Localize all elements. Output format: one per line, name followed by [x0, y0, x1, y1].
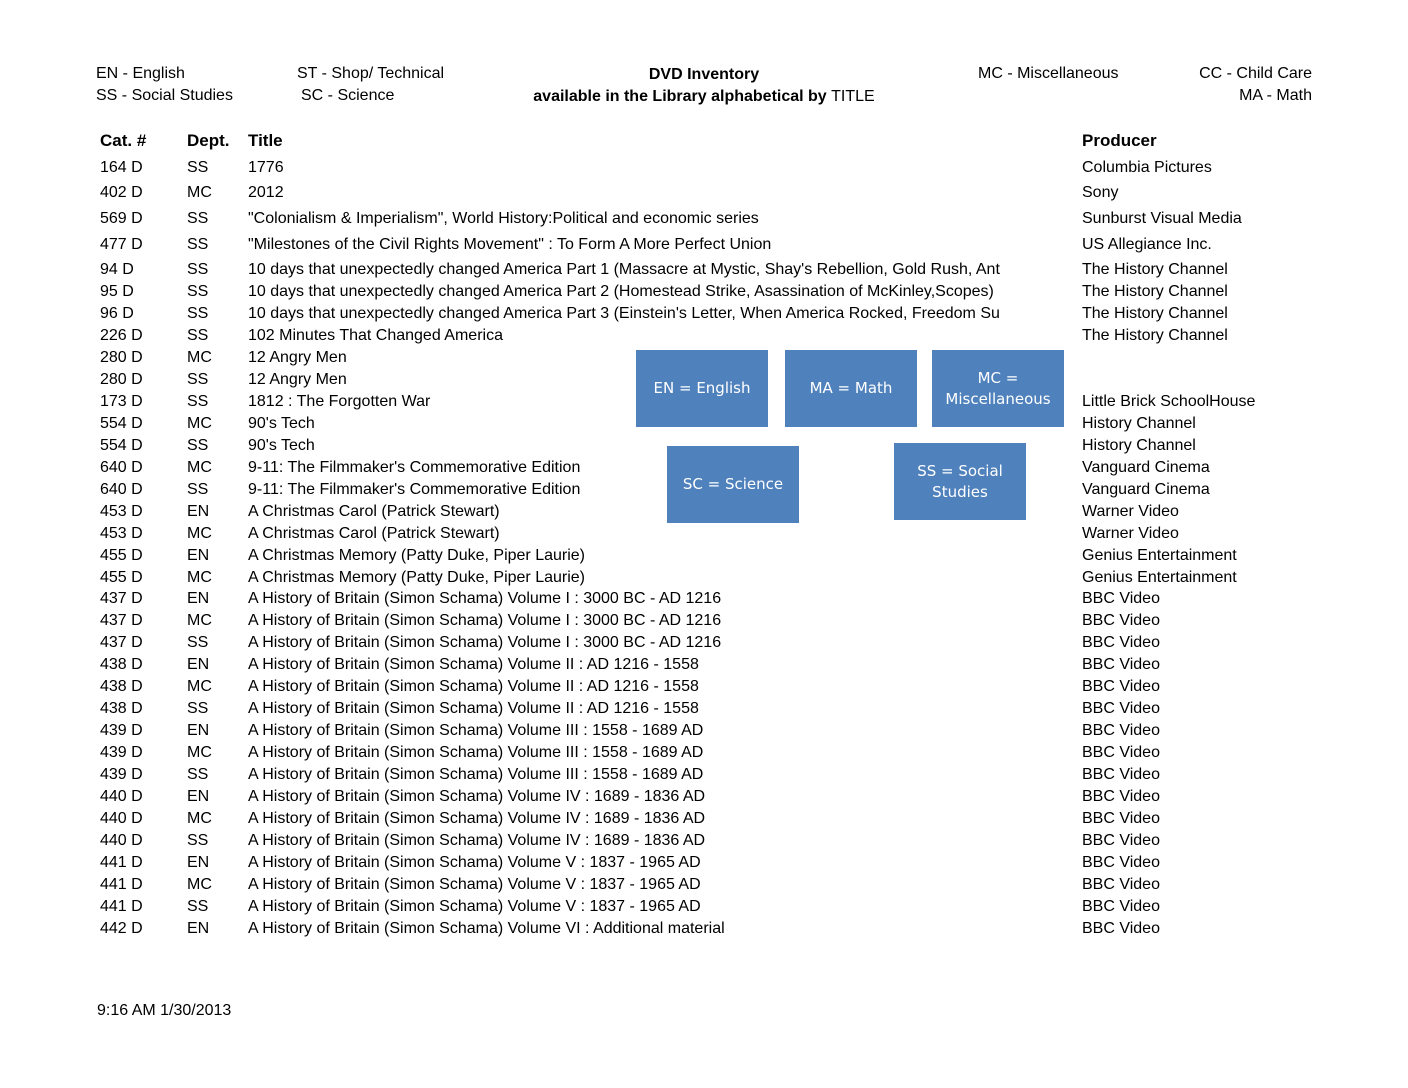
cell-title: A History of Britain (Simon Schama) Volume II : AD 1216 - 1558: [248, 678, 699, 695]
cell-title: 9-11: The Filmmaker's Commemorative Edition: [248, 481, 581, 498]
legend-box-miscellaneous-label: MC = Miscellaneous: [945, 368, 1051, 408]
cell-title: "Colonialism & Imperialism", World History:Political and economic series: [248, 210, 759, 227]
column-header-title: Title: [248, 131, 283, 150]
cell-dept: MC: [187, 678, 212, 695]
table-row: [0, 677, 1408, 699]
cell-producer: BBC Video: [1082, 700, 1160, 717]
cell-producer: The History Channel: [1082, 327, 1228, 344]
cell-producer: BBC Video: [1082, 832, 1160, 849]
cell-cat-number: 453 D: [100, 503, 143, 520]
table-row: [0, 655, 1408, 677]
cell-producer: The History Channel: [1082, 283, 1228, 300]
table-row: [0, 568, 1408, 590]
cell-producer: BBC Video: [1082, 656, 1160, 673]
cell-dept: SS: [187, 832, 209, 849]
cell-title: A Christmas Memory (Patty Duke, Piper Laurie): [248, 569, 585, 586]
cell-cat-number: 441 D: [100, 876, 143, 893]
table-row: [0, 546, 1408, 568]
cell-dept: SS: [187, 437, 209, 454]
cell-producer: BBC Video: [1082, 590, 1160, 607]
cell-dept: MC: [187, 569, 212, 586]
table-row: [0, 282, 1408, 304]
cell-cat-number: 164 D: [100, 159, 143, 176]
cell-title: A History of Britain (Simon Schama) Volume III : 1558 - 1689 AD: [248, 766, 704, 783]
legend-cc: CC - Child Care: [1199, 65, 1312, 82]
cell-cat-number: 554 D: [100, 437, 143, 454]
cell-dept: SS: [187, 305, 209, 322]
cell-cat-number: 554 D: [100, 415, 143, 432]
cell-cat-number: 280 D: [100, 349, 143, 366]
cell-cat-number: 440 D: [100, 788, 143, 805]
cell-dept: SS: [187, 898, 209, 915]
cell-cat-number: 437 D: [100, 612, 143, 629]
legend-box-math: [785, 350, 917, 427]
cell-title: A History of Britain (Simon Schama) Volume II : AD 1216 - 1558: [248, 656, 699, 673]
cell-cat-number: 173 D: [100, 393, 143, 410]
table-row: [0, 235, 1408, 257]
cell-title: 12 Angry Men: [248, 349, 347, 366]
cell-producer: History Channel: [1082, 415, 1196, 432]
cell-title: A History of Britain (Simon Schama) Volume V : 1837 - 1965 AD: [248, 898, 701, 915]
cell-title: 1776: [248, 159, 284, 176]
cell-cat-number: 455 D: [100, 547, 143, 564]
cell-cat-number: 439 D: [100, 722, 143, 739]
cell-dept: EN: [187, 722, 210, 739]
cell-dept: SS: [187, 766, 209, 783]
page-title: DVD Inventory: [648, 66, 760, 83]
legend-ma: MA - Math: [1239, 87, 1312, 104]
cell-title: "Milestones of the Civil Rights Movement" : To Form A More Perfect Union: [248, 236, 772, 253]
cell-title: A Christmas Carol (Patrick Stewart): [248, 525, 500, 542]
cell-cat-number: 95 D: [100, 283, 134, 300]
cell-dept: MC: [187, 415, 212, 432]
cell-producer: US Allegiance Inc.: [1082, 236, 1212, 253]
cell-title: 102 Minutes That Changed America: [248, 327, 503, 344]
cell-cat-number: 569 D: [100, 210, 143, 227]
cell-dept: MC: [187, 184, 212, 201]
cell-cat-number: 453 D: [100, 525, 143, 542]
cell-title: A History of Britain (Simon Schama) Volume I : 3000 BC - AD 1216: [248, 634, 722, 651]
cell-title: A History of Britain (Simon Schama) Volume III : 1558 - 1689 AD: [248, 722, 704, 739]
cell-dept: EN: [187, 920, 210, 937]
cell-producer: BBC Video: [1082, 744, 1160, 761]
cell-dept: MC: [187, 525, 212, 542]
cell-producer: History Channel: [1082, 437, 1196, 454]
print-timestamp: 9:16 AM 1/30/2013: [97, 1002, 232, 1019]
cell-dept: SS: [187, 236, 209, 253]
cell-cat-number: 640 D: [100, 481, 143, 498]
table-row: [0, 919, 1408, 941]
cell-title: A History of Britain (Simon Schama) Volume IV : 1689 - 1836 AD: [248, 788, 706, 805]
cell-title: 90's Tech: [248, 437, 315, 454]
page-subtitle-sort-key: TITLE: [831, 88, 875, 105]
cell-title: A History of Britain (Simon Schama) Volume V : 1837 - 1965 AD: [248, 854, 701, 871]
cell-producer: Vanguard Cinema: [1082, 459, 1210, 476]
cell-producer: BBC Video: [1082, 920, 1160, 937]
table-row: [0, 853, 1408, 875]
cell-dept: EN: [187, 854, 210, 871]
cell-producer: BBC Video: [1082, 876, 1160, 893]
cell-producer: Columbia Pictures: [1082, 159, 1212, 176]
cell-cat-number: 441 D: [100, 898, 143, 915]
cell-title: 10 days that unexpectedly changed America Part 1 (Massacre at Mystic, Shay's Rebellion, Gold Rush, Ant: [248, 261, 1000, 278]
table-row: [0, 765, 1408, 787]
cell-dept: EN: [187, 656, 210, 673]
page-subtitle: [504, 86, 904, 108]
table-row: [0, 699, 1408, 721]
cell-dept: SS: [187, 210, 209, 227]
cell-cat-number: 439 D: [100, 766, 143, 783]
cell-title: A History of Britain (Simon Schama) Volume V : 1837 - 1965 AD: [248, 876, 701, 893]
cell-dept: MC: [187, 349, 212, 366]
cell-title: A History of Britain (Simon Schama) Volume IV : 1689 - 1836 AD: [248, 810, 706, 827]
table-row: [0, 875, 1408, 897]
legend-box-english: [636, 350, 768, 427]
cell-title: 10 days that unexpectedly changed America Part 2 (Homestead Strike, Asassination of McKinley,Scopes): [248, 283, 994, 300]
cell-dept: SS: [187, 634, 209, 651]
cell-cat-number: 440 D: [100, 832, 143, 849]
cell-cat-number: 94 D: [100, 261, 134, 278]
legend-box-social-studies-label: SS = Social Studies: [917, 461, 1003, 501]
cell-producer: BBC Video: [1082, 766, 1160, 783]
cell-title: 1812 : The Forgotten War: [248, 393, 431, 410]
table-row: [0, 326, 1408, 348]
cell-title: 9-11: The Filmmaker's Commemorative Edition: [248, 459, 581, 476]
cell-dept: EN: [187, 547, 210, 564]
cell-producer: Sunburst Visual Media: [1082, 210, 1242, 227]
cell-producer: BBC Video: [1082, 678, 1160, 695]
cell-cat-number: 438 D: [100, 656, 143, 673]
cell-producer: BBC Video: [1082, 634, 1160, 651]
cell-dept: MC: [187, 744, 212, 761]
cell-title: A Christmas Memory (Patty Duke, Piper Laurie): [248, 547, 585, 564]
table-row: [0, 809, 1408, 831]
legend-box-science-label: SC = Science: [682, 475, 784, 493]
cell-cat-number: 437 D: [100, 634, 143, 651]
cell-producer: Warner Video: [1082, 503, 1179, 520]
column-header-dept: Dept.: [187, 131, 230, 150]
cell-cat-number: 402 D: [100, 184, 143, 201]
table-row: [0, 721, 1408, 743]
table-row: [0, 183, 1408, 205]
table-row: [0, 633, 1408, 655]
table-row: [0, 260, 1408, 282]
cell-cat-number: 280 D: [100, 371, 143, 388]
table-row: [0, 831, 1408, 853]
legend-box-english-label: EN = English: [653, 379, 751, 397]
table-row: [0, 158, 1408, 180]
cell-dept: SS: [187, 700, 209, 717]
cell-dept: EN: [187, 503, 210, 520]
cell-cat-number: 438 D: [100, 700, 143, 717]
cell-producer: BBC Video: [1082, 612, 1160, 629]
table-row: [0, 304, 1408, 326]
cell-title: A History of Britain (Simon Schama) Volume VI : Additional material: [248, 920, 725, 937]
table-row: [0, 209, 1408, 231]
cell-producer: The History Channel: [1082, 261, 1228, 278]
table-row: [0, 787, 1408, 809]
cell-dept: SS: [187, 261, 209, 278]
cell-producer: Genius Entertainment: [1082, 547, 1237, 564]
legend-sc: SC - Science: [301, 87, 395, 104]
cell-producer: Vanguard Cinema: [1082, 481, 1210, 498]
legend-box-math-label: MA = Math: [809, 379, 893, 397]
cell-producer: BBC Video: [1082, 722, 1160, 739]
cell-producer: Genius Entertainment: [1082, 569, 1237, 586]
table-row: [0, 897, 1408, 919]
cell-title: A Christmas Carol (Patrick Stewart): [248, 503, 500, 520]
cell-dept: EN: [187, 590, 210, 607]
cell-cat-number: 442 D: [100, 920, 143, 937]
legend-mc: MC - Miscellaneous: [978, 65, 1119, 82]
cell-cat-number: 96 D: [100, 305, 134, 322]
cell-title: 12 Angry Men: [248, 371, 347, 388]
table-row: [0, 743, 1408, 765]
legend-box-miscellaneous: [932, 350, 1064, 427]
cell-cat-number: 455 D: [100, 569, 143, 586]
page-subtitle-bold: available in the Library alphabetical by: [533, 88, 832, 105]
cell-title: 2012: [248, 184, 284, 201]
cell-producer: The History Channel: [1082, 305, 1228, 322]
cell-producer: BBC Video: [1082, 854, 1160, 871]
legend-st: ST - Shop/ Technical: [297, 65, 445, 82]
cell-cat-number: 640 D: [100, 459, 143, 476]
cell-producer: BBC Video: [1082, 810, 1160, 827]
table-row: [0, 611, 1408, 633]
cell-dept: SS: [187, 481, 209, 498]
cell-dept: SS: [187, 327, 209, 344]
cell-dept: SS: [187, 283, 209, 300]
cell-title: A History of Britain (Simon Schama) Volume III : 1558 - 1689 AD: [248, 744, 704, 761]
cell-cat-number: 441 D: [100, 854, 143, 871]
table-row: [0, 589, 1408, 611]
cell-dept: MC: [187, 459, 212, 476]
cell-dept: MC: [187, 876, 212, 893]
cell-cat-number: 226 D: [100, 327, 143, 344]
table-row: [0, 524, 1408, 546]
legend-box-social-studies: [894, 443, 1026, 520]
cell-title: A History of Britain (Simon Schama) Volume I : 3000 BC - AD 1216: [248, 590, 722, 607]
cell-cat-number: 437 D: [100, 590, 143, 607]
cell-producer: BBC Video: [1082, 898, 1160, 915]
cell-title: A History of Britain (Simon Schama) Volume I : 3000 BC - AD 1216: [248, 612, 722, 629]
cell-cat-number: 439 D: [100, 744, 143, 761]
cell-title: 10 days that unexpectedly changed America Part 3 (Einstein's Letter, When America Rocked, Freedom Su: [248, 305, 1000, 322]
cell-producer: Little Brick SchoolHouse: [1082, 393, 1256, 410]
cell-dept: EN: [187, 788, 210, 805]
legend-ss: SS - Social Studies: [96, 87, 233, 104]
column-header-cat: Cat. #: [100, 131, 147, 150]
cell-title: A History of Britain (Simon Schama) Volume IV : 1689 - 1836 AD: [248, 832, 706, 849]
cell-cat-number: 477 D: [100, 236, 143, 253]
legend-box-science: [667, 446, 799, 523]
cell-producer: BBC Video: [1082, 788, 1160, 805]
cell-cat-number: 440 D: [100, 810, 143, 827]
cell-producer: Warner Video: [1082, 525, 1179, 542]
legend-en: EN - English: [96, 65, 185, 82]
cell-dept: SS: [187, 393, 209, 410]
cell-dept: MC: [187, 810, 212, 827]
cell-producer: Sony: [1082, 184, 1119, 201]
cell-title: 90's Tech: [248, 415, 315, 432]
cell-dept: SS: [187, 159, 209, 176]
cell-dept: SS: [187, 371, 209, 388]
cell-cat-number: 438 D: [100, 678, 143, 695]
cell-dept: MC: [187, 612, 212, 629]
column-header-producer: Producer: [1082, 131, 1157, 150]
cell-title: A History of Britain (Simon Schama) Volume II : AD 1216 - 1558: [248, 700, 699, 717]
